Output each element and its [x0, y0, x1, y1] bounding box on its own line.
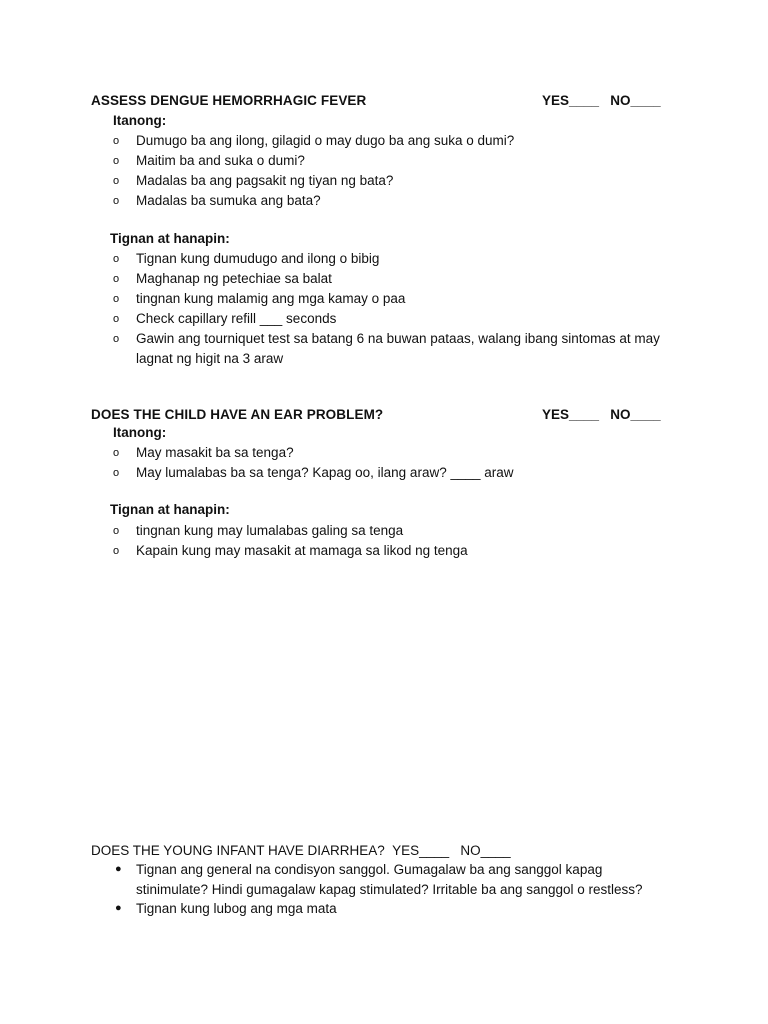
- list-item: o Madalas ba ang pagsakit ng tiyan ng bata?: [113, 171, 683, 191]
- hollow-bullet-icon: o: [113, 313, 120, 325]
- hollow-bullet-icon: o: [113, 175, 120, 187]
- hollow-bullet-icon: o: [113, 333, 120, 345]
- solid-bullet-icon: ●: [115, 863, 122, 875]
- section2-look-list: [113, 521, 683, 561]
- section3-title: DOES THE YOUNG INFANT HAVE DIARRHEA? YES____ NO____: [91, 843, 511, 858]
- solid-bullet-icon: ●: [115, 902, 122, 914]
- section1-heading-row: [91, 93, 708, 113]
- list-item: o May lumalabas ba sa tenga? Kapag oo, ilang araw? ____ araw: [113, 463, 683, 483]
- hollow-bullet-icon: o: [113, 195, 120, 207]
- section2-yes-no: YES____ NO____: [542, 407, 661, 422]
- list-item: o tingnan kung may lumalabas galing sa tenga: [113, 521, 683, 541]
- list-item: o May masakit ba sa tenga?: [113, 443, 683, 463]
- hollow-bullet-icon: o: [113, 135, 120, 147]
- list-item: o Dumugo ba ang ilong, gilagid o may dugo ba ang suka o dumi?: [113, 131, 683, 151]
- section2-ask-label: Itanong:: [113, 425, 167, 440]
- list-item: o Check capillary refill ___ seconds: [113, 309, 683, 329]
- section1-ask-label: Itanong:: [113, 113, 167, 128]
- section3-list: [113, 860, 673, 919]
- list-item: o Madalas ba sumuka ang bata?: [113, 191, 683, 211]
- section2-ask-list: [113, 443, 683, 483]
- hollow-bullet-icon: o: [113, 253, 120, 265]
- list-item: o tingnan kung malamig ang mga kamay o paa: [113, 289, 683, 309]
- section1-ask-list: [113, 131, 683, 211]
- hollow-bullet-icon: o: [113, 525, 120, 537]
- section1-title: ASSESS DENGUE HEMORRHAGIC FEVER: [91, 93, 367, 108]
- hollow-bullet-icon: o: [113, 447, 120, 459]
- hollow-bullet-icon: o: [113, 273, 120, 285]
- section2-title: DOES THE CHILD HAVE AN EAR PROBLEM?: [91, 407, 384, 422]
- list-item: o Maghanap ng petechiae sa balat: [113, 269, 683, 289]
- hollow-bullet-icon: o: [113, 293, 120, 305]
- list-item: o Gawin ang tourniquet test sa batang 6 na buwan pataas, walang ibang sintomas at may lagnat ng higit na 3 araw: [113, 331, 660, 366]
- section1-look-list: [113, 249, 683, 369]
- section2-look-label: Tignan at hanapin:: [110, 502, 230, 517]
- list-item: ● Tignan kung lubog ang mga mata: [113, 899, 673, 919]
- section1-look-label: Tignan at hanapin:: [110, 231, 230, 246]
- hollow-bullet-icon: o: [113, 545, 120, 557]
- list-item: o Tignan kung dumudugo and ilong o bibig: [113, 249, 683, 269]
- section1-yes-no: YES____ NO____: [542, 93, 661, 108]
- list-item: o Kapain kung may masakit at mamaga sa likod ng tenga: [113, 541, 683, 561]
- hollow-bullet-icon: o: [113, 155, 120, 167]
- hollow-bullet-icon: o: [113, 467, 120, 479]
- list-item: o Maitim ba and suka o dumi?: [113, 151, 683, 171]
- list-item: ● Tignan ang general na condisyon sanggol. Gumagalaw ba ang sanggol kapag stinimulate? Hindi gumagalaw kapag stimulated? Irritable ba ang sanggol o restless?: [115, 862, 643, 897]
- section2-heading-row: [91, 407, 708, 427]
